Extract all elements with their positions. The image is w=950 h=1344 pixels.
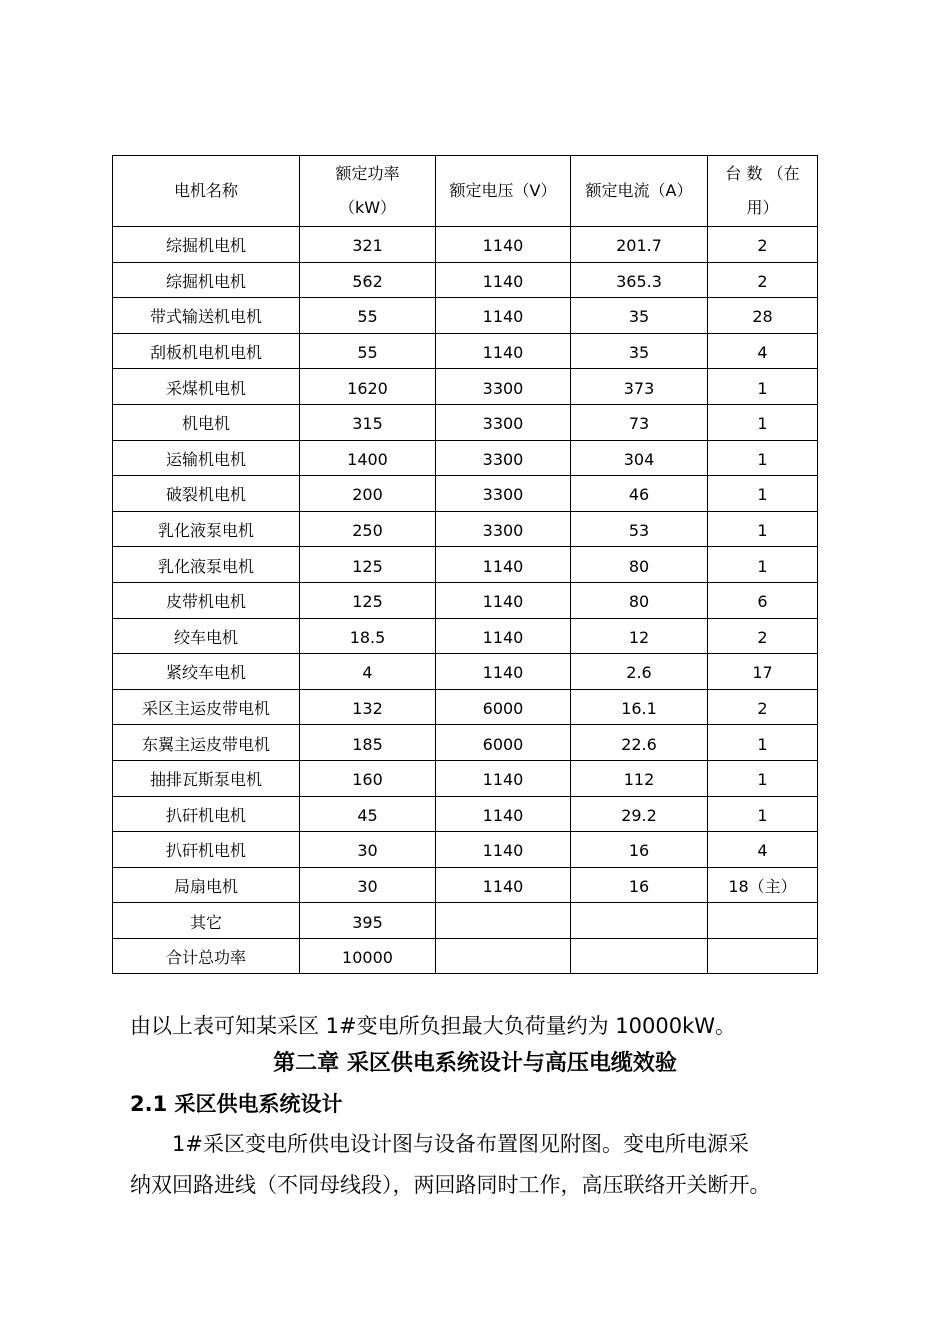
table-cell: 1140 [436,547,571,583]
table-cell: 200 [300,476,436,512]
table-cell: 带式输送机电机 [113,298,300,334]
table-cell: 1140 [436,298,571,334]
column-header-text: （kW） [338,198,397,217]
table-header-row [113,156,818,227]
table-row [113,333,818,369]
table-cell [708,903,818,939]
table-cell: 机电机 [113,404,300,440]
table-cell: 185 [300,725,436,761]
table-cell: 1 [708,404,818,440]
column-header-text: 额定功率 [335,164,400,183]
table-cell: 321 [300,227,436,263]
table-row [113,796,818,832]
table-row [113,369,818,405]
table-cell: 1140 [436,867,571,903]
table-cell: 乳化液泵电机 [113,511,300,547]
table-cell: 扒矸机电机 [113,796,300,832]
table-cell: 17 [708,654,818,690]
table-cell: 采区主运皮带电机 [113,689,300,725]
column-header [300,156,436,227]
table-cell: 综掘机电机 [113,262,300,298]
column-header-text: 用） [746,198,779,217]
table-row [113,725,818,761]
table-row [113,938,818,974]
column-header [708,156,818,227]
table-cell: 22.6 [571,725,708,761]
table-cell: 综掘机电机 [113,227,300,263]
table-cell: 6000 [436,689,571,725]
motor-table [112,155,818,974]
column-header-text: 额定电流（A） [585,181,693,200]
column-header [571,156,708,227]
chapter-title: 第二章 采区供电系统设计与高压电缆效验 [273,1051,677,1076]
table-row [113,832,818,868]
table-cell: 45 [300,796,436,832]
table-row [113,404,818,440]
table-row [113,618,818,654]
table-cell: 6 [708,582,818,618]
table-cell: 1 [708,725,818,761]
table-cell: 35 [571,298,708,334]
table-cell: 73 [571,404,708,440]
table-cell: 刮板机电机电机 [113,333,300,369]
table-cell: 250 [300,511,436,547]
table-cell: 1 [708,369,818,405]
table-cell: 采煤机电机 [113,369,300,405]
table-cell: 16 [571,867,708,903]
table-cell: 3300 [436,476,571,512]
table-cell: 2 [708,689,818,725]
table-cell: 皮带机电机 [113,582,300,618]
table-cell: 1 [708,760,818,796]
table-cell: 125 [300,582,436,618]
table-cell [708,938,818,974]
table-cell: 3300 [436,511,571,547]
table-cell: 绞车电机 [113,618,300,654]
table-cell: 合计总功率 [113,938,300,974]
table-cell: 抽排瓦斯泵电机 [113,760,300,796]
table-row [113,903,818,939]
table-cell [436,938,571,974]
table-cell: 201.7 [571,227,708,263]
table-cell: 30 [300,832,436,868]
table-row [113,511,818,547]
column-header [113,156,300,227]
table-body [113,227,818,974]
table-cell: 2 [708,618,818,654]
table-cell: 315 [300,404,436,440]
table-cell [571,938,708,974]
column-header-text: 电机名称 [173,181,238,200]
body-line-1: 1#采区变电所供电设计图与设备布置图见附图。变电所电源采 [130,1132,749,1156]
table-cell: 1 [708,511,818,547]
table-cell: 紧绞车电机 [113,654,300,690]
table-cell: 3300 [436,369,571,405]
table-cell [436,903,571,939]
table-cell: 扒矸机电机 [113,832,300,868]
table-cell: 395 [300,903,436,939]
table-cell: 53 [571,511,708,547]
table-cell: 2 [708,227,818,263]
table-cell: 2.6 [571,654,708,690]
column-header-text: 台 数 （在 [725,164,800,183]
summary-text: 由以上表可知某采区 1#变电所负担最大负荷量约为 10000kW。 [130,1014,737,1038]
table-row [113,582,818,618]
table-cell: 1620 [300,369,436,405]
table-row [113,654,818,690]
table-cell: 55 [300,333,436,369]
table-cell: 4 [300,654,436,690]
table-cell: 1140 [436,582,571,618]
table-cell: 6000 [436,725,571,761]
table-cell: 16 [571,832,708,868]
table-cell: 132 [300,689,436,725]
table-cell: 562 [300,262,436,298]
table-cell: 35 [571,333,708,369]
table-cell: 1140 [436,796,571,832]
table-cell: 30 [300,867,436,903]
table-cell: 1140 [436,262,571,298]
table-row [113,440,818,476]
table-cell: 28 [708,298,818,334]
table-cell: 运输机电机 [113,440,300,476]
table-cell: 12 [571,618,708,654]
table-cell: 125 [300,547,436,583]
table-row [113,867,818,903]
table-row [113,262,818,298]
table-cell: 29.2 [571,796,708,832]
table-cell: 80 [571,582,708,618]
table-cell: 局扇电机 [113,867,300,903]
table-row [113,298,818,334]
table-cell: 3300 [436,440,571,476]
table-cell: 1140 [436,760,571,796]
table-row [113,689,818,725]
table-cell: 1400 [300,440,436,476]
table-cell: 18.5 [300,618,436,654]
table-row [113,476,818,512]
table-row [113,227,818,263]
column-header [436,156,571,227]
table-cell: 1140 [436,333,571,369]
table-cell: 破裂机电机 [113,476,300,512]
table-cell: 373 [571,369,708,405]
table-cell: 东翼主运皮带电机 [113,725,300,761]
table-cell: 16.1 [571,689,708,725]
table-cell: 1140 [436,654,571,690]
table-cell: 其它 [113,903,300,939]
table-cell: 46 [571,476,708,512]
table-cell: 1 [708,440,818,476]
table-cell: 乳化液泵电机 [113,547,300,583]
table-cell: 1140 [436,832,571,868]
table-cell: 18（主） [708,867,818,903]
table-cell: 1 [708,796,818,832]
table-cell: 4 [708,832,818,868]
table-cell: 365.3 [571,262,708,298]
table-cell: 80 [571,547,708,583]
table-cell: 1140 [436,227,571,263]
section-title: 2.1 采区供电系统设计 [130,1092,343,1116]
table-cell: 4 [708,333,818,369]
table-cell: 10000 [300,938,436,974]
table-cell: 112 [571,760,708,796]
body-line-2: 纳双回路进线（不同母线段），两回路同时工作，高压联络开关断开。 [130,1173,771,1197]
table-cell: 55 [300,298,436,334]
table-cell: 1 [708,476,818,512]
table-cell: 1140 [436,618,571,654]
table-cell: 2 [708,262,818,298]
table-row [113,547,818,583]
table-cell: 304 [571,440,708,476]
table-cell: 3300 [436,404,571,440]
column-header-text: 额定电压（V） [449,181,557,200]
table-row [113,760,818,796]
table-cell: 1 [708,547,818,583]
table-cell: 160 [300,760,436,796]
table-cell [571,903,708,939]
